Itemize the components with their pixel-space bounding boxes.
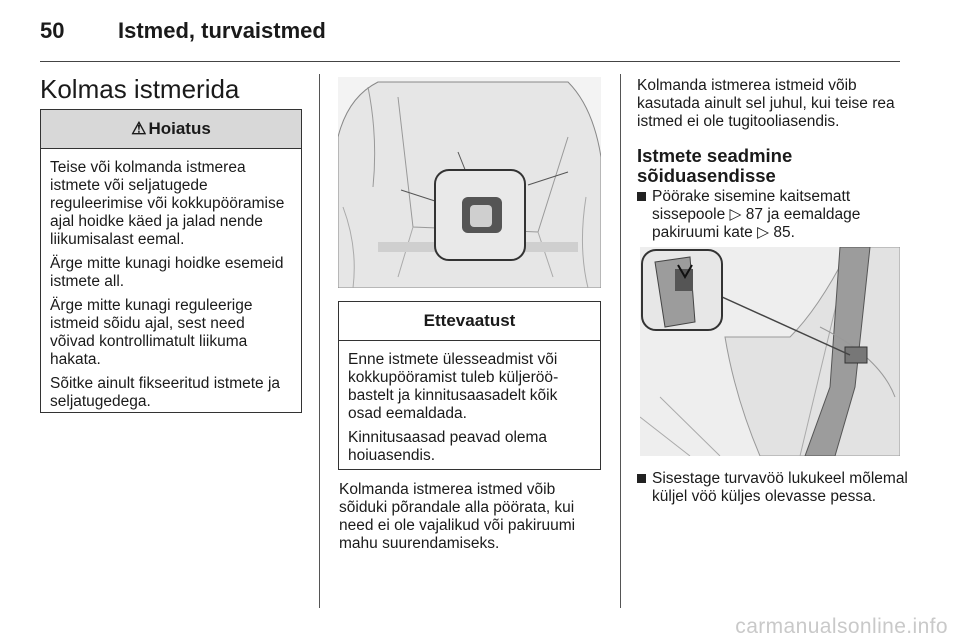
page-number: 50 [40, 18, 65, 43]
bullet-text: ja eemaldage pakiruumi kate [652, 206, 861, 241]
bullet-item [637, 188, 902, 242]
seatbelt-illustration [640, 247, 900, 456]
column-divider-1 [319, 74, 320, 608]
bullet-text: . [790, 224, 795, 241]
middle-paragraph [339, 481, 599, 553]
bullet-square-icon [637, 192, 646, 201]
caution-paragraph: Kinnitusaasad peavad olema hoiuasendis. [348, 429, 548, 464]
seatbelt-drawing [640, 247, 900, 456]
warning-paragraph: Sõitke ainult fikseeritud istmete ja seljatugedega. [50, 375, 281, 410]
bullet-square-icon [637, 474, 646, 483]
warning-box [40, 109, 302, 413]
trunk-seat-illustration [338, 77, 601, 288]
warning-paragraph: Ärge mitte kunagi reguleerige istmeid sõidu ajal, sest need võivad kontrollimatult liikuma hakata. [50, 297, 253, 368]
bullet-item [637, 470, 917, 506]
page-ref-arrow-icon: ▷ [757, 224, 770, 241]
page-ref[interactable]: 85 [773, 224, 791, 241]
warning-triangle-icon: ⚠ [131, 119, 147, 138]
page-ref-arrow-icon: ▷ [729, 206, 742, 223]
warning-heading-label: Hoiatus [148, 119, 211, 138]
right-intro [637, 77, 902, 131]
page-ref[interactable]: 87 [745, 206, 764, 223]
column-divider-2 [620, 74, 621, 608]
warning-paragraph: Ärge mitte kunagi hoidke esemeid istmete all. [50, 255, 284, 290]
middle-paragraph-text: Kolmanda istmerea istmed võib sõiduki põrandale alla pöörata, kui need ei ole vajalikud või pakiruumi mahu suurendamiseks. [339, 481, 576, 552]
footer-watermark: carmanualsonline.info [735, 615, 948, 638]
section-title: Kolmas istmerida [40, 74, 240, 104]
warning-heading [41, 110, 301, 149]
bullet-text: Sisestage turvavöö lukukeel mõlemal küljel vöö küljes olevasse pessa. [652, 470, 908, 505]
right-intro-text: Kolmanda istmerea istmeid võib kasutada ainult sel juhul, kui teise rea istmed ei ole tugitooliasendis. [637, 77, 895, 130]
caution-box [338, 301, 601, 470]
caution-paragraph: Enne istmete ülesseadmist või kokkupööramist tuleb küljerööbastelt ja kinnitusaasadelt kõik osad eemaldada. [348, 351, 559, 422]
chapter-title: Istmed, turvaistmed [118, 18, 326, 43]
header-rule [40, 61, 900, 62]
caution-heading: Ettevaatust [339, 302, 600, 341]
subheading: Istmete seadmine sõiduasendisse [637, 145, 793, 186]
bullet-text: Pöörake sisemine kaitsematt sissepoole [652, 188, 851, 223]
trunk-seat-drawing [338, 77, 601, 288]
warning-paragraph: Teise või kolmanda istmerea istmete või seljatugede reguleerimise või kokkupööramise ajal hoidke käed ja jalad nende liikumisalast eemal. [50, 159, 285, 248]
